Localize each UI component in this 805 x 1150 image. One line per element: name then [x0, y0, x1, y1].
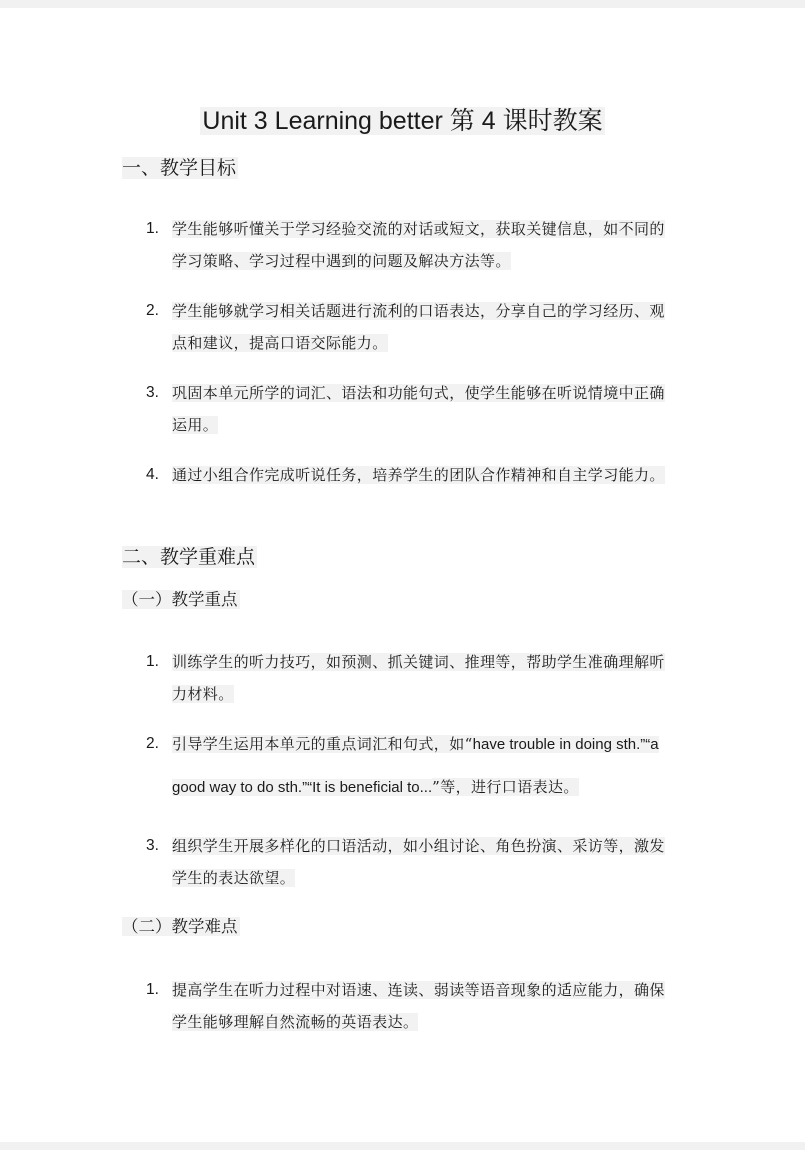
list-text: [172, 974, 676, 1038]
subsection-heading-text: （二）教学难点: [122, 917, 238, 936]
list-number: 3.: [146, 837, 159, 854]
list-text-content: 组织学生开展多样化的口语活动，如小组讨论、角色扮演、采访等，激发学生的表达欲望。: [172, 837, 665, 887]
subsection-heading-text: （一）教学重点: [122, 590, 238, 609]
list-number: 1.: [146, 220, 159, 237]
list-text: [172, 213, 676, 277]
list-text: [172, 377, 676, 441]
list-text-content: ”等，进行口语表达。: [432, 778, 579, 796]
document-page: [0, 8, 805, 1142]
list-text-content: 通过小组合作完成听说任务，培养学生的团队合作精神和自主学习能力。: [172, 466, 665, 484]
list-number: 2.: [146, 735, 159, 752]
list-text: [172, 646, 676, 710]
list-text-content: 训练学生的听力技巧，如预测、抓关键词、推理等，帮助学生准确理解听力材料。: [172, 653, 665, 703]
document-title: [0, 103, 805, 139]
list-text-content: 学生能够听懂关于学习经验交流的对话或短文，获取关键信息，如不同的学习策略、学习过程中遇到的问题及解决方法等。: [172, 220, 665, 270]
list-text: [172, 459, 676, 491]
list-text: [172, 295, 676, 359]
section-heading-key-points: [122, 543, 257, 571]
list-text-content: 引导学生运用本单元的重点词汇和句式，如“: [172, 735, 473, 753]
list-text-content: 学生能够就学习相关话题进行流利的口语表达，分享自己的学习经历、观点和建议，提高口语交际能力。: [172, 302, 665, 352]
section-heading-text: 二、教学重难点: [122, 546, 256, 568]
list-text: [172, 830, 676, 894]
english-phrases: have trouble in doing sth.”“a good way to do sth.”“It is beneficial to...: [172, 736, 659, 796]
list-number: 2.: [146, 302, 159, 319]
title-text: Unit 3 Learning better 第 4 课时教案: [202, 107, 603, 135]
list-text-content: 巩固本单元所学的词汇、语法和功能句式，使学生能够在听说情境中正确运用。: [172, 384, 665, 434]
list-number: 1.: [146, 981, 159, 998]
list-number: 3.: [146, 384, 159, 401]
subsection-heading-difficulty: [122, 914, 240, 940]
subsection-heading-focus: [122, 587, 240, 613]
section-heading-text: 一、教学目标: [122, 157, 237, 179]
list-text-content: 提高学生在听力过程中对语速、连读、弱读等语音现象的适应能力，确保学生能够理解自然流畅的英语表达。: [172, 981, 665, 1031]
section-heading-objectives: [122, 154, 238, 182]
list-number: 4.: [146, 466, 159, 483]
list-text: [172, 723, 676, 809]
list-number: 1.: [146, 653, 159, 670]
